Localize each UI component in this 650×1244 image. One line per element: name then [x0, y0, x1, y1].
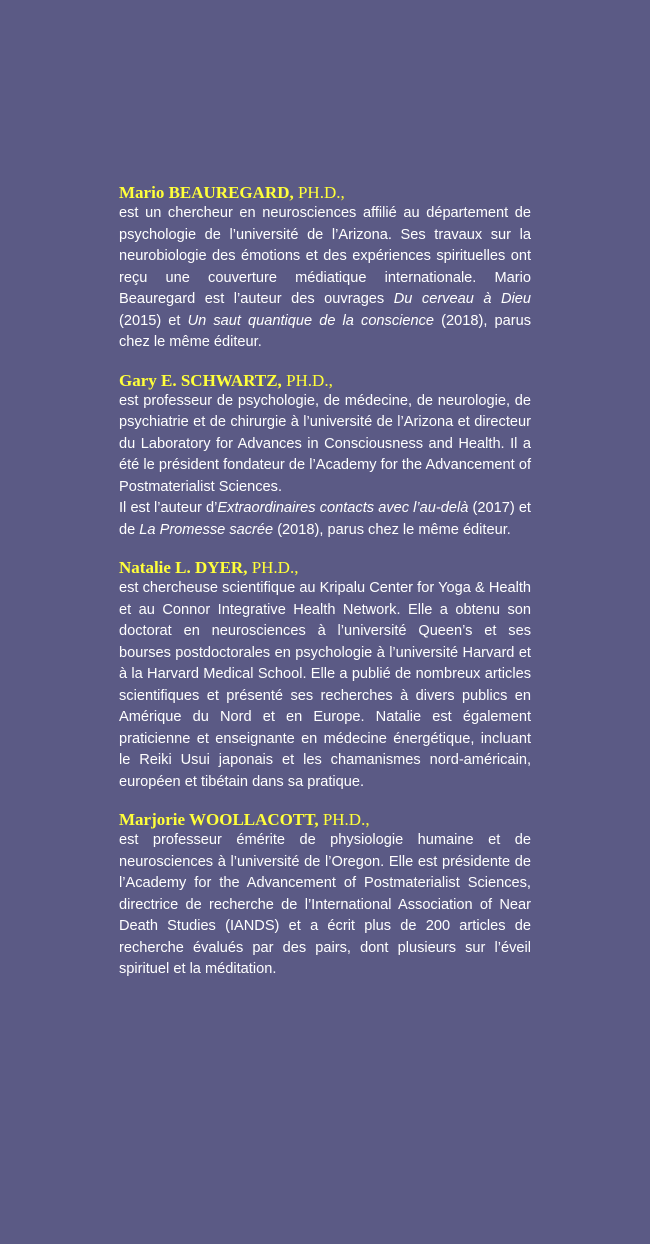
- author-name: Marjorie WOOLLACOTT,: [119, 810, 319, 829]
- bio-text-run: est professeur de psychologie, de médecine, de neurologie, de psychiatrie et de chirurgie à l’université de l’Arizona et directeur du Laboratory for Advances in Consciousness and Health. Il a été le président fondateur de l’Academy for the Advancement of Postmaterialist Sciences.: [119, 392, 531, 495]
- author-bio-text: [119, 830, 531, 981]
- book-title: Du cerveau à Dieu: [393, 291, 531, 307]
- author-heading: [119, 182, 531, 203]
- bio-text-run: est professeur émérite de physiologie humaine et de neurosciences à l’université de l’Oregon. Elle est présidente de l’Academy for the Advancement of Postmaterialist Sciences, directrice de recherche de l’International Association of Near Death Studies (IANDS) et a écrit plus de 200 articles de recherche évalués par des pairs, dont plusieurs sur l’éveil spirituel et la méditation.: [119, 832, 531, 977]
- author-heading: [119, 370, 531, 391]
- bio-beauregard: [119, 182, 531, 354]
- author-name: Mario BEAUREGARD,: [119, 183, 294, 202]
- bio-text-run: (2015) et: [119, 312, 188, 329]
- book-title: Extraordinaires contacts avec l’au-delà: [217, 500, 469, 516]
- bio-text-run: Il est l’auteur d’: [119, 500, 218, 516]
- author-bio-text: [119, 578, 531, 793]
- bio-text-run: (2018), parus chez le même éditeur.: [119, 312, 531, 350]
- bio-paragraph: [119, 391, 531, 499]
- bio-schwartz: [119, 370, 531, 542]
- author-heading: [119, 809, 531, 830]
- author-title: PH.D.,: [297, 183, 345, 202]
- author-title: PH.D.,: [322, 810, 370, 829]
- book-title: La Promesse sacrée: [139, 521, 274, 538]
- author-bio-text: [119, 203, 531, 354]
- book-title: Un saut quantique de la conscience: [187, 312, 435, 329]
- author-name: Gary E. SCHWARTZ,: [119, 370, 282, 390]
- bio-text-run: (2017) et de: [119, 500, 531, 538]
- bio-paragraph: [119, 203, 531, 354]
- bio-paragraph: [119, 830, 531, 981]
- author-title: PH.D.,: [251, 558, 299, 577]
- bio-paragraph: [119, 498, 531, 541]
- author-name: Natalie L. DYER,: [119, 558, 248, 577]
- bio-text-run: est chercheuse scientifique au Kripalu Center for Yoga & Health et au Connor Integrative Health Network. Elle a obtenu son doctorat en neurosciences à l’université Queen’s et ses bourses postdoctorales en psychologie à l’université Harvard et à la Harvard Medical School. Elle a publié de nombreux articles scientifiques et présenté ses recherches à divers publics en Amérique du Nord et en Europe. Natalie est également praticienne et enseignante en médecine énergétique, incluant le Reiki Usui japonais et les chamanismes nord-américain, européen et tibétain dans sa pratique.: [119, 580, 531, 790]
- bio-woollacott: [119, 809, 531, 981]
- bio-text-run: (2018), parus chez le même éditeur.: [273, 521, 511, 538]
- author-title: PH.D.,: [286, 370, 333, 390]
- bio-paragraph: [119, 578, 531, 793]
- author-bios: [119, 182, 531, 997]
- bio-dyer: [119, 557, 531, 793]
- author-bio-text: [119, 391, 531, 542]
- author-heading: [119, 557, 531, 578]
- bio-text-run: est un chercheur en neurosciences affilié au département de psychologie de l’université de l’Arizona. Ses travaux sur la neurobiologie des émotions et des expériences spirituelles ont reçu une couverture médiatique internationale. Mario Beauregard est l’auteur des ouvrages: [119, 205, 531, 307]
